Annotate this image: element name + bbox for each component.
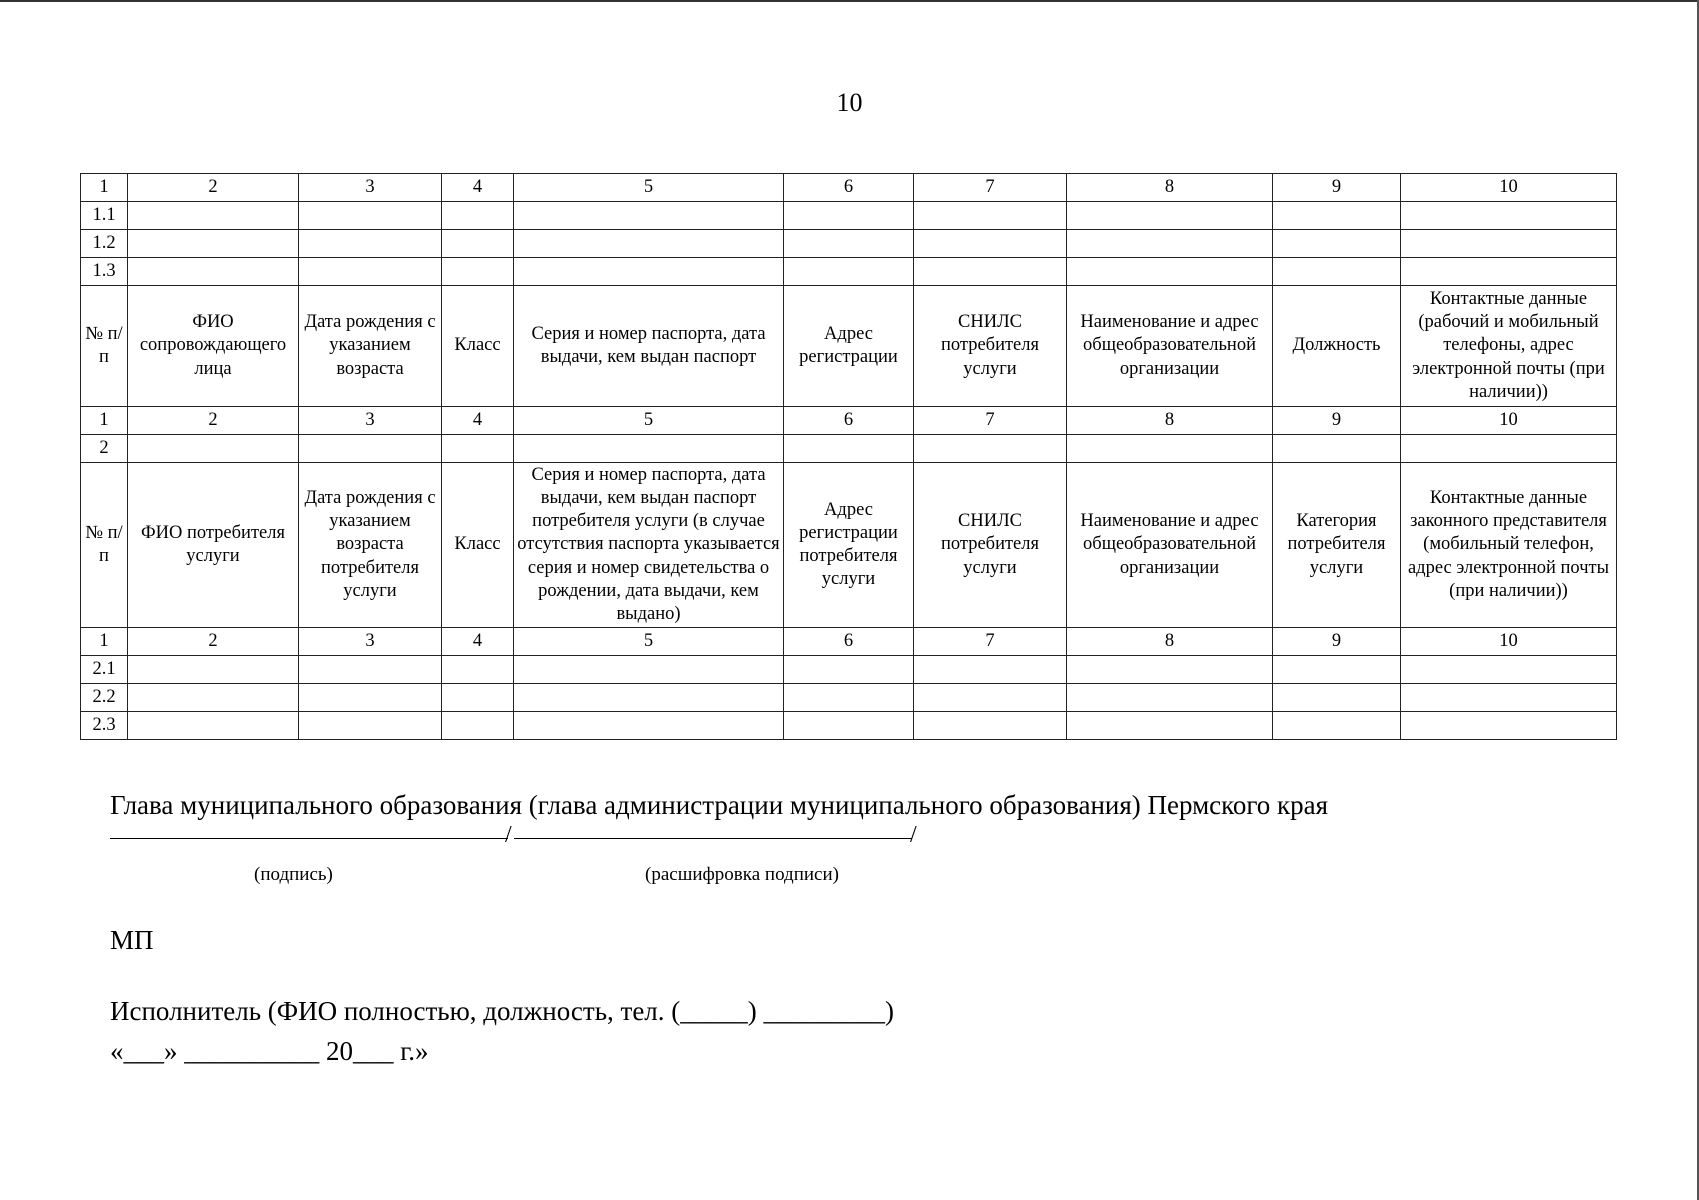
table-row (81, 258, 1617, 286)
empty-cell (128, 202, 299, 230)
table-row (81, 202, 1617, 230)
empty-cell (128, 712, 299, 740)
column-number-cell: 4 (442, 407, 514, 435)
row-number-cell: 2.3 (81, 712, 128, 740)
date-line: «___» __________ 20___ г.» (110, 1036, 429, 1066)
signature-line (110, 838, 508, 839)
row-number-cell: 2.1 (81, 656, 128, 684)
empty-cell (299, 684, 442, 712)
empty-cell (914, 656, 1067, 684)
empty-cell (784, 684, 914, 712)
executor-line: Исполнитель (ФИО полностью, должность, тел. (_____) _________) (110, 996, 895, 1026)
column-number-cell: 10 (1401, 407, 1617, 435)
header-cell: Серия и номер паспорта, дата выдачи, кем выдан паспорт (514, 286, 784, 407)
signature-caption: (подпись) (254, 864, 333, 885)
table-row (81, 656, 1617, 684)
empty-cell (128, 435, 299, 463)
header-cell: № п/п (81, 463, 128, 628)
empty-cell (514, 230, 784, 258)
column-number-cell: 10 (1401, 628, 1617, 656)
column-number-cell: 9 (1273, 407, 1401, 435)
page-top-edge (0, 0, 1699, 2)
column-number-cell: 1 (81, 174, 128, 202)
column-number-cell: 4 (442, 174, 514, 202)
header-cell: Контактные данные законного представителя (мобильный телефон, адрес электронной почты (при наличии)) (1401, 463, 1617, 628)
header-cell: Наименование и адрес общеобразовательной организации (1067, 286, 1273, 407)
column-number-cell: 3 (299, 628, 442, 656)
empty-cell (514, 202, 784, 230)
column-number-cell: 5 (514, 628, 784, 656)
column-number-cell: 1 (81, 628, 128, 656)
empty-cell (914, 684, 1067, 712)
column-number-cell: 8 (1067, 628, 1273, 656)
empty-cell (1067, 684, 1273, 712)
column-number-cell: 6 (784, 407, 914, 435)
empty-cell (514, 435, 784, 463)
empty-cell (442, 712, 514, 740)
table-body (81, 174, 1617, 740)
consumer-header-row (81, 463, 1617, 628)
escort-header-row (81, 286, 1617, 407)
empty-cell (1067, 230, 1273, 258)
row-number-cell: 2.2 (81, 684, 128, 712)
empty-cell (784, 656, 914, 684)
empty-cell (442, 435, 514, 463)
empty-cell (1067, 712, 1273, 740)
header-cell: СНИЛС потребителя услуги (914, 286, 1067, 407)
column-numbers-row (81, 628, 1617, 656)
empty-cell (442, 230, 514, 258)
empty-cell (1067, 656, 1273, 684)
empty-cell (1273, 684, 1401, 712)
table-row (81, 230, 1617, 258)
header-cell: Класс (442, 286, 514, 407)
empty-cell (299, 712, 442, 740)
empty-cell (299, 230, 442, 258)
column-number-cell: 8 (1067, 407, 1273, 435)
empty-cell (1273, 230, 1401, 258)
signature-block (110, 790, 1329, 885)
section-2-row (81, 435, 1617, 463)
header-cell: Наименование и адрес общеобразовательной организации (1067, 463, 1273, 628)
column-numbers-row (81, 174, 1617, 202)
empty-cell (299, 202, 442, 230)
empty-cell (914, 230, 1067, 258)
empty-cell (1401, 230, 1617, 258)
column-number-cell: 6 (784, 628, 914, 656)
column-number-cell: 9 (1273, 628, 1401, 656)
empty-cell (784, 230, 914, 258)
empty-cell (514, 656, 784, 684)
empty-cell (784, 712, 914, 740)
table-row (81, 712, 1617, 740)
empty-cell (128, 684, 299, 712)
decryption-line (514, 838, 912, 839)
column-number-cell: 7 (914, 174, 1067, 202)
signature-slash-right: / (910, 822, 917, 848)
signature-slash-left: / (505, 822, 512, 848)
column-number-cell: 9 (1273, 174, 1401, 202)
decryption-caption: (расшифровка подписи) (645, 864, 839, 885)
empty-cell (128, 656, 299, 684)
row-number-cell: 1.3 (81, 258, 128, 286)
data-table (80, 173, 1617, 740)
row-number-cell: 2 (81, 435, 128, 463)
header-cell: ФИО потребителя услуги (128, 463, 299, 628)
column-number-cell: 7 (914, 628, 1067, 656)
column-number-cell: 6 (784, 174, 914, 202)
empty-cell (914, 712, 1067, 740)
empty-cell (914, 202, 1067, 230)
column-number-cell: 2 (128, 628, 299, 656)
header-cell: Адрес регистрации (784, 286, 914, 407)
empty-cell (442, 202, 514, 230)
column-number-cell: 5 (514, 174, 784, 202)
table-row (81, 684, 1617, 712)
header-cell: № п/п (81, 286, 128, 407)
head-title: Глава муниципального образования (глава администрации муниципального образования) Пермского края (110, 790, 1329, 820)
empty-cell (1401, 656, 1617, 684)
header-cell: ФИО сопровождающего лица (128, 286, 299, 407)
empty-cell (1273, 435, 1401, 463)
empty-cell (1273, 712, 1401, 740)
column-number-cell: 3 (299, 174, 442, 202)
empty-cell (1401, 684, 1617, 712)
empty-cell (1067, 258, 1273, 286)
empty-cell (1401, 258, 1617, 286)
empty-cell (514, 712, 784, 740)
empty-cell (299, 656, 442, 684)
empty-cell (442, 684, 514, 712)
column-number-cell: 2 (128, 174, 299, 202)
empty-cell (442, 656, 514, 684)
empty-cell (1401, 435, 1617, 463)
empty-cell (784, 258, 914, 286)
empty-cell (1273, 258, 1401, 286)
column-number-cell: 2 (128, 407, 299, 435)
empty-cell (1401, 712, 1617, 740)
column-number-cell: 3 (299, 407, 442, 435)
header-cell: Серия и номер паспорта, дата выдачи, кем выдан паспорт потребителя услуги (в случае отсутствия паспорта указывается серия и номер свидетельства о рождении, дата выдачи, кем выдано) (514, 463, 784, 628)
empty-cell (1273, 202, 1401, 230)
empty-cell (784, 202, 914, 230)
header-cell: Дата рождения с указанием возраста (299, 286, 442, 407)
header-cell: Должность (1273, 286, 1401, 407)
empty-cell (299, 435, 442, 463)
column-number-cell: 1 (81, 407, 128, 435)
header-cell: Категория потребителя услуги (1273, 463, 1401, 628)
column-number-cell: 7 (914, 407, 1067, 435)
column-number-cell: 8 (1067, 174, 1273, 202)
empty-cell (914, 435, 1067, 463)
empty-cell (442, 258, 514, 286)
stamp-label: МП (110, 925, 154, 955)
empty-cell (914, 258, 1067, 286)
header-cell: Адрес регистрации потребителя услуги (784, 463, 914, 628)
empty-cell (514, 684, 784, 712)
column-number-cell: 4 (442, 628, 514, 656)
header-cell: СНИЛС потребителя услуги (914, 463, 1067, 628)
column-numbers-row (81, 407, 1617, 435)
empty-cell (784, 435, 914, 463)
empty-cell (514, 258, 784, 286)
header-cell: Контактные данные (рабочий и мобильный телефоны, адрес электронной почты (при наличии)) (1401, 286, 1617, 407)
empty-cell (1401, 202, 1617, 230)
empty-cell (128, 258, 299, 286)
empty-cell (1273, 656, 1401, 684)
page-number: 10 (836, 88, 863, 117)
empty-cell (128, 230, 299, 258)
column-number-cell: 10 (1401, 174, 1617, 202)
header-cell: Класс (442, 463, 514, 628)
row-number-cell: 1.2 (81, 230, 128, 258)
empty-cell (299, 258, 442, 286)
row-number-cell: 1.1 (81, 202, 128, 230)
empty-cell (1067, 202, 1273, 230)
empty-cell (1067, 435, 1273, 463)
header-cell: Дата рождения с указанием возраста потребителя услуги (299, 463, 442, 628)
column-number-cell: 5 (514, 407, 784, 435)
